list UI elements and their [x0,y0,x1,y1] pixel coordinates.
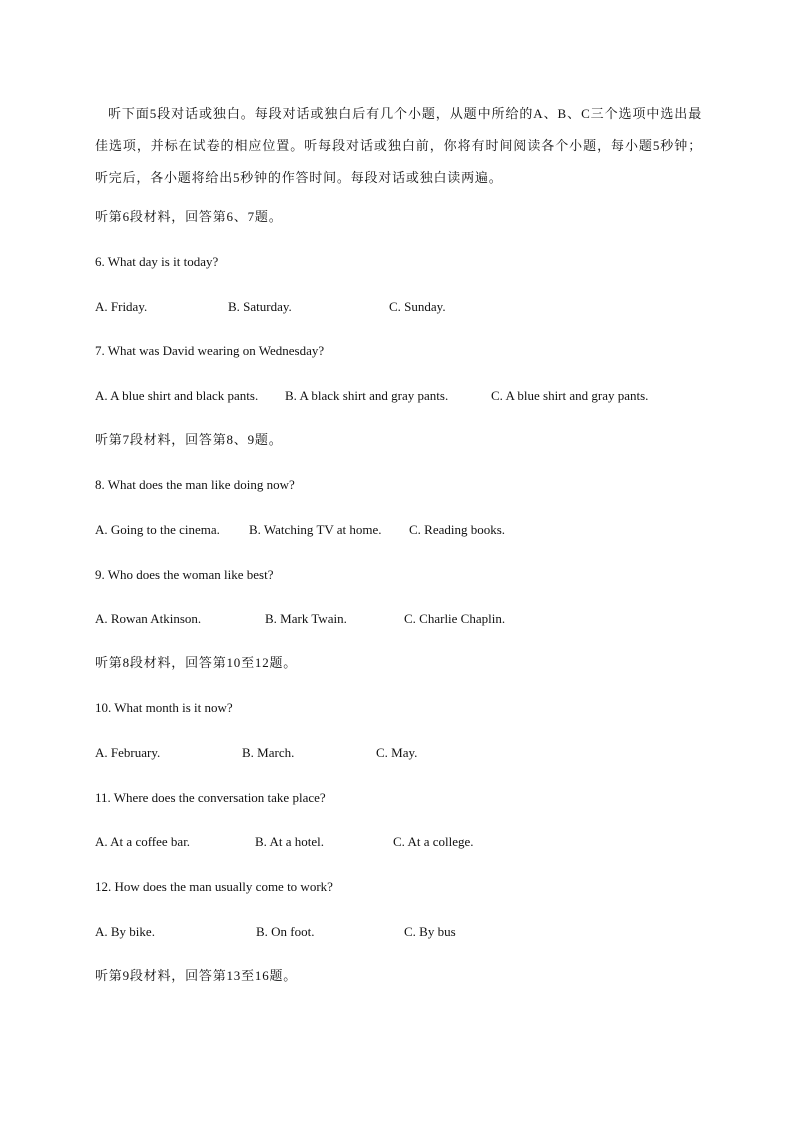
option-b: B. A black shirt and gray pants. [285,388,449,403]
option-a: A. By bike. [95,924,155,939]
option-a: A. Going to the cinema. [95,522,220,537]
option-c: C. Charlie Chaplin. [404,611,506,626]
option-b: B. At a hotel. [255,834,324,849]
question-stem: 8. What does the man like doing now? [95,477,295,492]
option-a: A. At a coffee bar. [95,834,191,849]
section-heading: 听第9段材料，回答第13至16题。 [95,968,298,983]
instructions-paragraph: 听下面5段对话或独白。每段对话或独白后有几个小题，从题中所给的A、B、C三个选项中选出最佳选项，并标在试卷的相应位置。听每段对话或独白前，你将有时间阅读各个小题，每小题5秒钟；听完后，各小题将给出5秒钟的作答时间。每段对话或独白读两遍。 [95,106,702,185]
option-a: A. A blue shirt and black pants. [95,388,259,403]
option-a: A. Friday. [95,299,148,314]
option-c: C. A blue shirt and gray pants. [491,388,649,403]
option-c: C. At a college. [393,834,474,849]
option-a: A. Rowan Atkinson. [95,611,202,626]
option-b: B. On foot. [256,924,315,939]
option-c: C. Reading books. [409,522,506,537]
section-heading: 听第7段材料，回答第8、9题。 [95,432,283,447]
section-heading: 听第8段材料，回答第10至12题。 [95,655,298,670]
option-b: B. Watching TV at home. [249,522,382,537]
option-b: B. Saturday. [228,299,292,314]
question-stem: 9. Who does the woman like best? [95,567,274,582]
option-c: C. By bus [404,924,456,939]
option-a: A. February. [95,745,161,760]
question-stem: 11. Where does the conversation take place? [95,790,326,805]
question-stem: 10. What month is it now? [95,700,233,715]
question-stem: 7. What was David wearing on Wednesday? [95,343,325,358]
option-c: C. May. [376,745,418,760]
option-c: C. Sunday. [389,299,446,314]
question-stem: 6. What day is it today? [95,254,219,269]
option-b: B. March. [242,745,295,760]
section-heading: 听第6段材料，回答第6、7题。 [95,209,283,224]
question-stem: 12. How does the man usually come to work? [95,879,333,894]
option-b: B. Mark Twain. [265,611,347,626]
